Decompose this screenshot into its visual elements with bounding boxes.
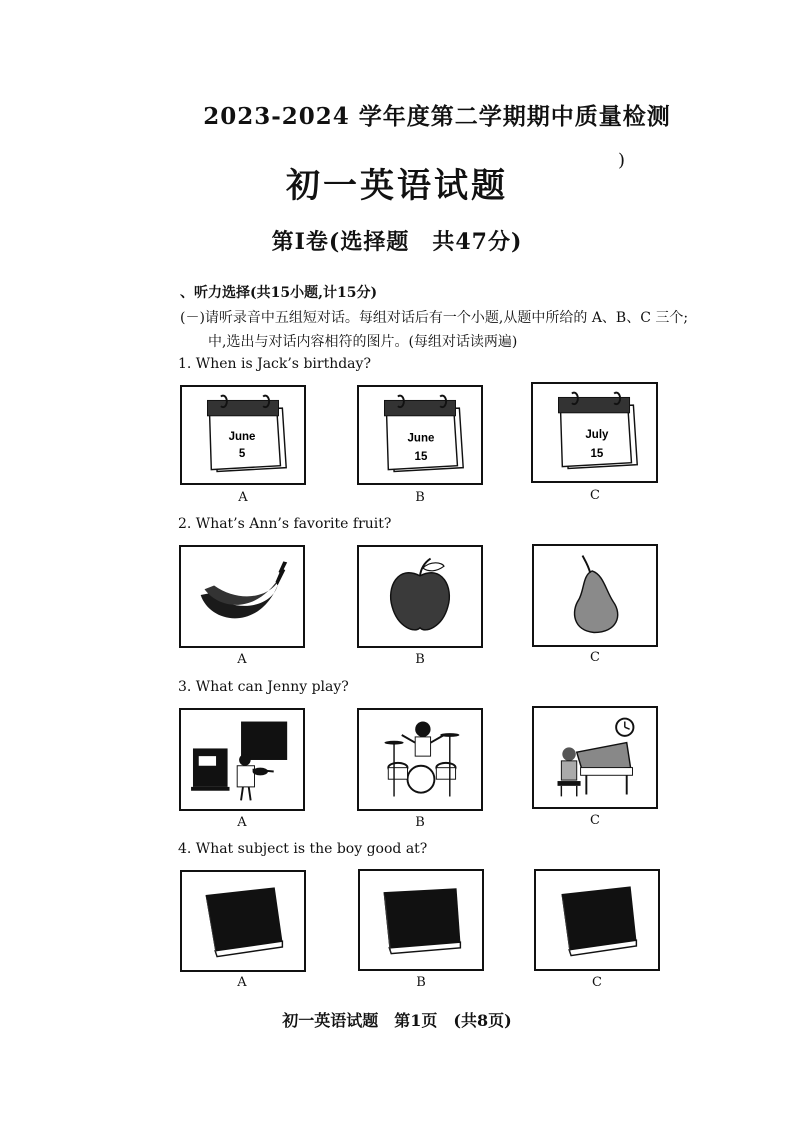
option-letter-3b: B: [415, 815, 425, 830]
calendar-icon: [359, 387, 481, 483]
book-icon: [360, 871, 482, 969]
option-letter-2c: C: [590, 650, 600, 665]
question-3: 3. What can Jenny play?: [178, 679, 349, 695]
calendar-day: 5: [238, 448, 246, 461]
calendar-month: July: [585, 428, 609, 441]
exam-header: 2023-2024 学年度第二学期期中质量检测: [203, 103, 671, 130]
option-2c-picture[interactable]: [532, 544, 658, 647]
option-letter-1a: A: [238, 490, 248, 505]
banana-icon: [181, 547, 303, 646]
option-3c-picture[interactable]: [532, 706, 658, 809]
option-letter-2a: A: [237, 652, 247, 667]
instruction-line-2: 中,选出与对话内容相符的图片。(每组对话读两遍): [208, 334, 518, 350]
question-2: 2. What’s Ann’s favorite fruit?: [178, 516, 392, 532]
calendar-month: June: [407, 432, 435, 445]
question-1: 1. When is Jack’s birthday?: [178, 356, 371, 372]
book-icon: [182, 872, 304, 970]
book-icon: [536, 871, 658, 969]
option-4c-picture[interactable]: [534, 869, 660, 971]
option-1c-picture[interactable]: [531, 382, 658, 483]
calendar-month: June: [228, 430, 256, 443]
apple-icon: [359, 547, 481, 646]
pear-icon: [534, 546, 656, 645]
drums-icon: [359, 710, 481, 809]
option-letter-4a: A: [237, 975, 247, 990]
calendar-day: 15: [590, 447, 604, 460]
instruction-line-1: (－)请听录音中五组短对话。每组对话后有一个小题,从题中所给的 A、B、C 三个;: [180, 310, 689, 326]
calendar-day: 15: [414, 450, 428, 463]
option-letter-4b: B: [416, 975, 426, 990]
calendar-icon: [533, 384, 656, 481]
volume-heading: 第Ⅰ卷(选择题 共47分): [271, 229, 523, 255]
page-footer: 初一英语试题 第1页 (共8页): [282, 1011, 512, 1030]
option-3a-picture[interactable]: [179, 708, 305, 811]
question-4: 4. What subject is the boy good at?: [178, 841, 428, 857]
calendar-icon: [182, 387, 304, 483]
option-4a-picture[interactable]: [180, 870, 306, 972]
option-letter-1c: C: [590, 488, 600, 503]
violin-icon: [181, 710, 303, 809]
option-1a-picture[interactable]: [180, 385, 306, 485]
option-letter-4c: C: [592, 975, 602, 990]
section-heading: 、听力选择(共15小题,计15分): [180, 285, 378, 301]
option-letter-2b: B: [415, 652, 425, 667]
option-2b-picture[interactable]: [357, 545, 483, 648]
paper-title: 初一英语试题: [286, 166, 508, 206]
option-letter-3a: A: [237, 815, 247, 830]
stray-mark: ): [618, 150, 626, 171]
option-letter-3c: C: [590, 813, 600, 828]
option-4b-picture[interactable]: [358, 869, 484, 971]
section-instructions: [180, 306, 740, 354]
option-1b-picture[interactable]: [357, 385, 483, 485]
option-3b-picture[interactable]: [357, 708, 483, 811]
piano-icon: [534, 708, 656, 807]
option-2a-picture[interactable]: [179, 545, 305, 648]
option-letter-1b: B: [415, 490, 425, 505]
